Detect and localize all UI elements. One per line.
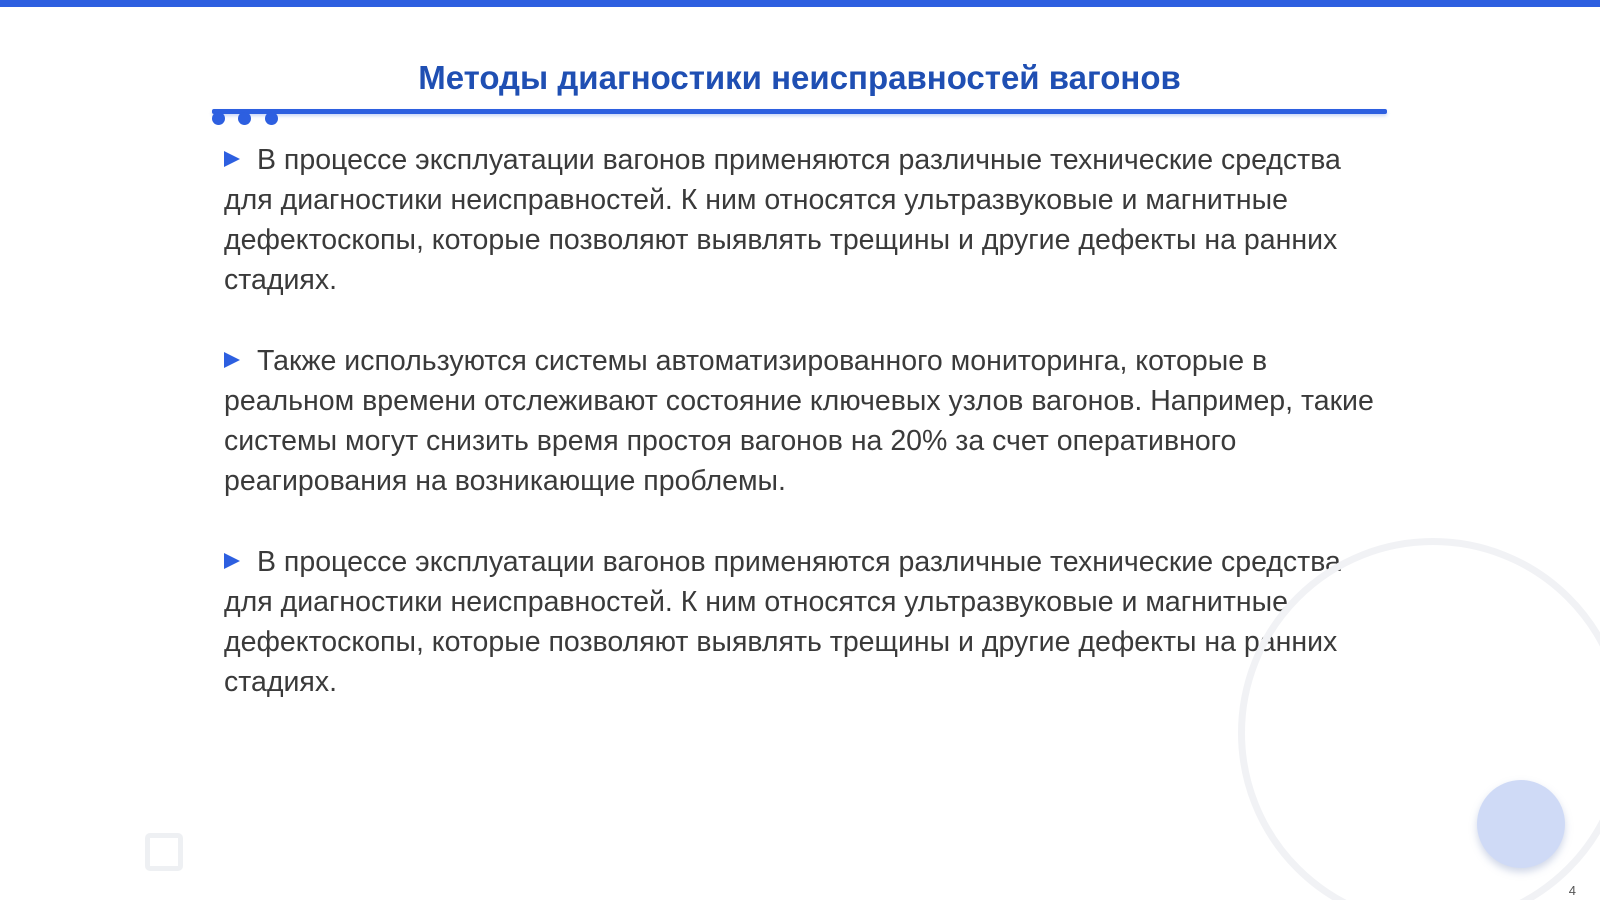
bullet-text: В процессе эксплуатации вагонов применяются различные технические средства для диагностики неисправностей. К ним относятся ультразвуковые и магнитные дефектоскопы, которые позволяют выявлять трещины и другие дефекты на ранних стадиях. xyxy=(224,546,1341,698)
bullet-item xyxy=(224,542,1394,702)
top-accent-bar xyxy=(0,0,1600,7)
triangle-right-icon xyxy=(224,151,240,167)
decorative-circle xyxy=(1477,780,1565,868)
bullet-item xyxy=(224,140,1394,300)
title-underline xyxy=(212,109,1387,114)
underline-dot xyxy=(265,112,278,125)
triangle-right-icon xyxy=(224,553,240,569)
underline-dot xyxy=(238,112,251,125)
page-number: 4 xyxy=(1568,883,1576,898)
triangle-right-icon xyxy=(224,352,240,368)
bullet-item xyxy=(224,341,1394,501)
bullet-list xyxy=(224,140,1394,743)
bullet-text: В процессе эксплуатации вагонов применяются различные технические средства для диагностики неисправностей. К ним относятся ультразвуковые и магнитные дефектоскопы, которые позволяют выявлять трещины и другие дефекты на ранних стадиях. xyxy=(224,144,1341,296)
bullet-text: Также используются системы автоматизированного мониторинга, которые в реальном времени отслеживают состояние ключевых узлов вагонов. Например, такие системы могут снизить время простоя вагонов на 20% за счет оперативного реагирования на возникающие проблемы. xyxy=(224,345,1374,497)
underline-dot xyxy=(212,112,225,125)
slide-title: Методы диагностики неисправностей вагонов xyxy=(418,59,1181,96)
decorative-square xyxy=(145,833,183,871)
